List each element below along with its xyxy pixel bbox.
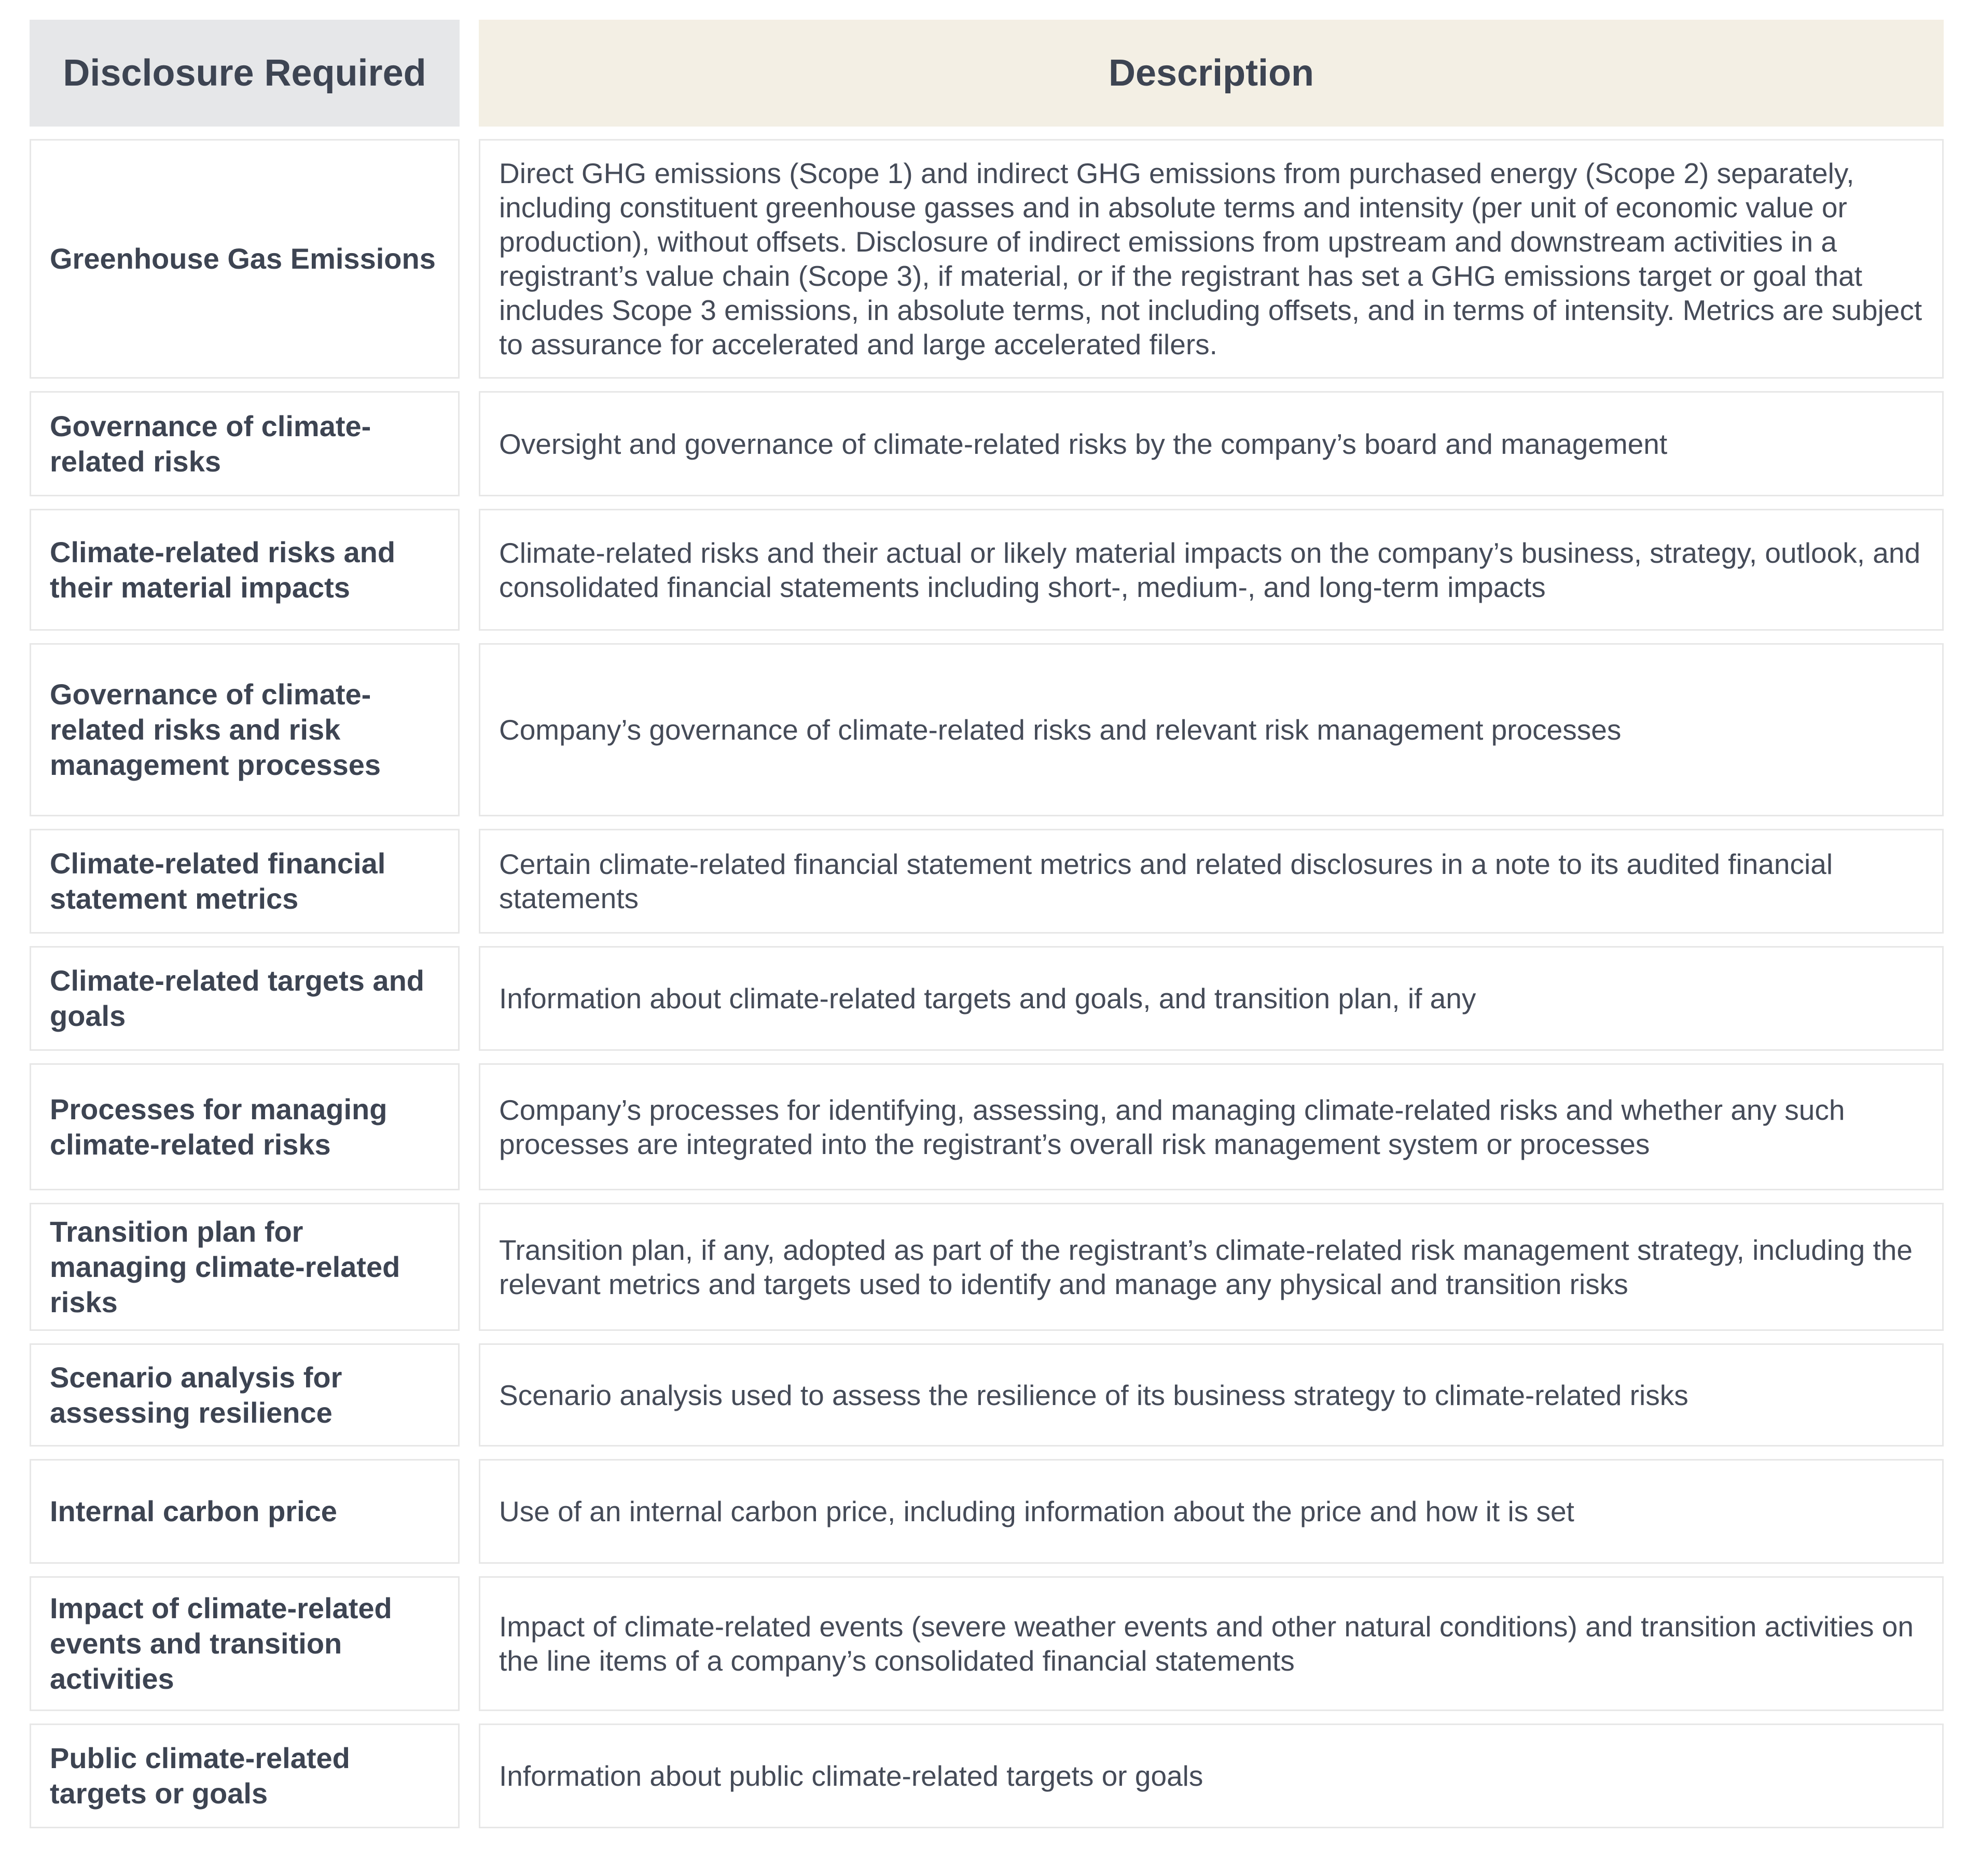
disclosure-required-cell: Public climate-related targets or goals [30, 1724, 460, 1828]
table-row [30, 509, 1944, 631]
table-row [30, 139, 1944, 379]
disclosure-required-cell: Governance of climate-related risks and risk management processes [30, 643, 460, 816]
disclosure-required-cell: Scenario analysis for assessing resilience [30, 1343, 460, 1447]
table-row [30, 1203, 1944, 1331]
table-row [30, 1459, 1944, 1564]
description-cell: Information about public climate-related targets or goals [479, 1724, 1944, 1828]
header-disclosure-required: Disclosure Required [30, 20, 460, 127]
description-cell: Climate-related risks and their actual or likely material impacts on the company’s business, strategy, outlook, and consolidated financial statements including short-, medium-, and long-term impacts [479, 509, 1944, 631]
disclosure-required-cell: Impact of climate-related events and transition activities [30, 1576, 460, 1711]
disclosure-required-cell: Climate-related risks and their material impacts [30, 509, 460, 631]
description-cell: Company’s processes for identifying, assessing, and managing climate-related risks and whether any such processes are integrated into the registrant’s overall risk management system or processes [479, 1063, 1944, 1190]
description-cell: Certain climate-related financial statement metrics and related disclosures in a note to its audited financial statements [479, 829, 1944, 934]
description-cell: Use of an internal carbon price, including information about the price and how it is set [479, 1459, 1944, 1564]
description-cell: Impact of climate-related events (severe weather events and other natural conditions) and transition activities on the line items of a company’s consolidated financial statements [479, 1576, 1944, 1711]
disclosure-required-cell: Internal carbon price [30, 1459, 460, 1564]
description-cell: Direct GHG emissions (Scope 1) and indirect GHG emissions from purchased energy (Scope 2) separately, including constituent greenhouse gasses and in absolute terms and intensity (per unit of economic value or production), without offsets. Disclosure of indirect emissions from upstream and downstream activities in a registrant’s value chain (Scope 3), if material, or if the registrant has set a GHG emissions target or goal that includes Scope 3 emissions, in absolute terms, not including offsets, and in terms of intensity. Metrics are subject to assurance for accelerated and large accelerated filers. [479, 139, 1944, 379]
header-description: Description [479, 20, 1944, 127]
table-row [30, 1343, 1944, 1447]
table-row [30, 391, 1944, 496]
table-row [30, 946, 1944, 1051]
description-cell: Transition plan, if any, adopted as part of the registrant’s climate-related risk management strategy, including the relevant metrics and targets used to identify and manage any physical and transition risks [479, 1203, 1944, 1331]
description-cell: Oversight and governance of climate-related risks by the company’s board and management [479, 391, 1944, 496]
description-cell: Scenario analysis used to assess the resilience of its business strategy to climate-related risks [479, 1343, 1944, 1447]
table-row [30, 1063, 1944, 1190]
table-row [30, 1576, 1944, 1711]
disclosure-required-cell: Climate-related targets and goals [30, 946, 460, 1051]
table-row [30, 643, 1944, 816]
disclosure-required-cell: Greenhouse Gas Emissions [30, 139, 460, 379]
disclosure-required-cell: Transition plan for managing climate-related risks [30, 1203, 460, 1331]
disclosure-table [30, 20, 1944, 1828]
disclosure-required-cell: Processes for managing climate-related risks [30, 1063, 460, 1190]
table-row [30, 1724, 1944, 1828]
disclosure-required-cell: Climate-related financial statement metrics [30, 829, 460, 934]
disclosure-required-cell: Governance of climate-related risks [30, 391, 460, 496]
description-cell: Company’s governance of climate-related risks and relevant risk management processes [479, 643, 1944, 816]
description-cell: Information about climate-related targets and goals, and transition plan, if any [479, 946, 1944, 1051]
table-header-row [30, 20, 1944, 127]
table-row [30, 829, 1944, 934]
